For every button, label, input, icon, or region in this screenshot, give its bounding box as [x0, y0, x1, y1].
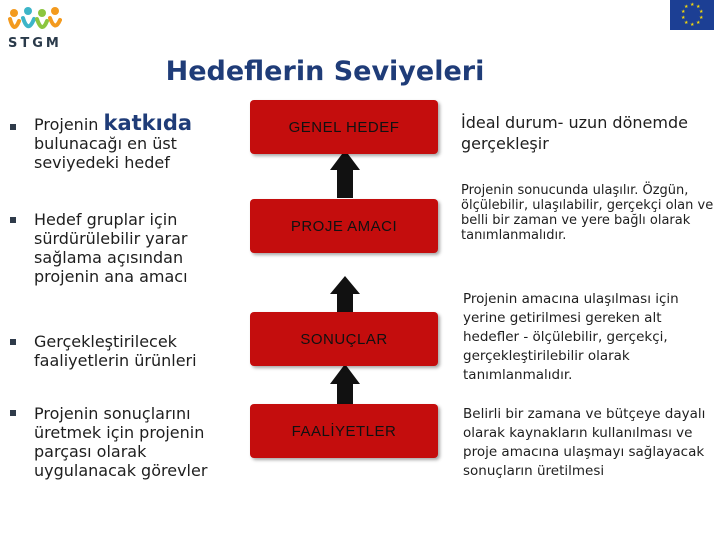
box-proje-amaci: PROJE AMACI: [250, 199, 438, 253]
arrow-up-icon: [330, 150, 360, 198]
stgm-logo-icon: [6, 4, 62, 38]
box-faaliyetler: FAALİYETLER: [250, 404, 438, 458]
level-2-explanation: Projenin sonucunda ulaşılır. Özgün, ölçülebilir, ulaşılabilir, gerçekçi olan ve belli bir zaman ve yere bağlı olarak tanımlanmalıdır.: [461, 183, 714, 243]
bullet-marker: [10, 339, 16, 345]
box-sonuclar: SONUÇLAR: [250, 312, 438, 366]
level-3-explanation: Projenin amacına ulaşılması için yerine getirilmesi gereken alt hedefler - ölçülebilir, gerçekçi, gerçekleştirilebilir olarak tanımlanmalıdır.: [463, 291, 679, 383]
eu-flag-icon: ★ ★ ★ ★ ★ ★ ★ ★ ★ ★: [670, 0, 714, 30]
level-2-description: Hedef gruplar için sürdürülebilir yarar sağlama açısından projenin ana amacı: [34, 210, 188, 286]
level-3-description: Gerçekleştirilecek faaliyetlerin ürünleri: [34, 332, 197, 370]
box-genel-hedef: GENEL HEDEF: [250, 100, 438, 154]
arrow-up-icon: [330, 276, 360, 314]
level-1-description: Projenin katkıda bulunacağı en üst seviyedeki hedef: [34, 111, 193, 172]
level-4-description: Projenin sonuçlarını üretmek için projenin parçası olarak uygulanacak görevler: [34, 404, 208, 480]
bullet-marker: [10, 410, 16, 416]
arrow-up-icon: [330, 364, 360, 404]
level-1-explanation: İdeal durum- uzun dönemde gerçekleşir: [461, 113, 688, 153]
logo-text: STGM: [8, 36, 62, 51]
emphasis-word: katkıda: [103, 111, 193, 135]
level-4-explanation: Belirli bir zamana ve bütçeye dayalı olarak kaynakların kullanılması ve proje amacına ulaşmayı sağlayacak sonuçların üretilmesi: [463, 406, 706, 479]
bullet-marker: [10, 217, 16, 223]
page-title: Hedeflerin Seviyeleri: [165, 56, 485, 87]
up-arrows: [320, 150, 370, 420]
bullet-marker: [10, 124, 16, 130]
